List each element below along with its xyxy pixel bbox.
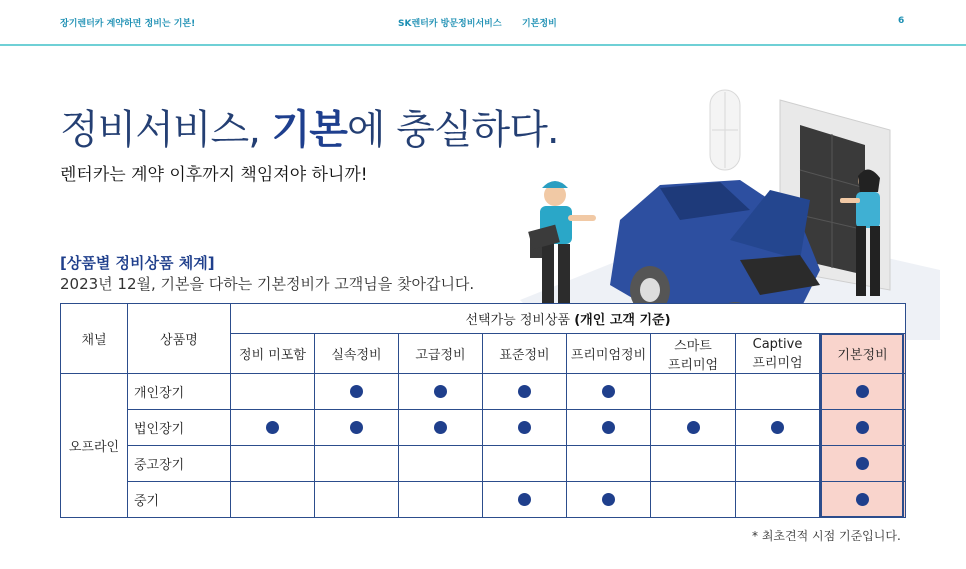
available-dot-icon [350, 385, 363, 398]
column-label: 정비 미포함 [239, 348, 306, 363]
column-header-2 [399, 334, 483, 374]
product-header: 상품명 [128, 304, 231, 374]
available-dot-icon [434, 385, 447, 398]
table-row [61, 374, 906, 410]
available-dot-icon [518, 385, 531, 398]
product-name-cell: 중기 [128, 482, 231, 518]
table-header-row [61, 304, 906, 334]
available-dot-icon [518, 493, 531, 506]
table-row [61, 482, 906, 518]
availability-cell [651, 446, 736, 482]
availability-cell [736, 482, 820, 518]
availability-cell [315, 482, 399, 518]
availability-cell [567, 410, 651, 446]
availability-cell [399, 482, 483, 518]
column-header-0 [231, 334, 315, 374]
availability-cell [736, 446, 820, 482]
page-title [60, 98, 559, 155]
availability-cell [483, 410, 567, 446]
availability-cell [399, 374, 483, 410]
available-dot-icon [687, 421, 700, 434]
top-bar [0, 0, 966, 46]
availability-cell [820, 446, 906, 482]
available-dot-icon [856, 421, 869, 434]
column-label: 스마트 [674, 338, 712, 354]
availability-cell [651, 410, 736, 446]
header-service-name: SK렌터카 방문정비서비스 [398, 19, 502, 29]
available-dot-icon [266, 421, 279, 434]
page-subtitle: 렌터카는 계약 이후까지 책임져야 하니까! [60, 165, 368, 185]
column-header-4 [567, 334, 651, 374]
available-dot-icon [856, 493, 869, 506]
product-name-cell: 법인장기 [128, 410, 231, 446]
table-row [61, 446, 906, 482]
availability-cell [736, 410, 820, 446]
availability-cell [483, 446, 567, 482]
available-dot-icon [602, 385, 615, 398]
header-section-name: 기본정비 [522, 19, 557, 29]
title-post: 에 충실하다. [346, 107, 559, 153]
column-header-5 [651, 334, 736, 374]
column-header-6 [736, 334, 820, 374]
page-number: 6 [898, 16, 905, 26]
section-subtitle: 2023년 12월, 기본을 다하는 기본정비가 고객님을 찾아갑니다. [60, 275, 475, 293]
available-dot-icon [602, 421, 615, 434]
product-name-cell: 중고장기 [128, 446, 231, 482]
availability-cell [820, 374, 906, 410]
available-dot-icon [856, 385, 869, 398]
column-header-7 [820, 334, 906, 374]
column-label-line2: 프리미엄 [752, 355, 803, 371]
availability-cell [399, 446, 483, 482]
column-label: 표준정비 [499, 348, 550, 363]
availability-cell [651, 482, 736, 518]
availability-cell [315, 410, 399, 446]
availability-cell [567, 482, 651, 518]
table-row [61, 410, 906, 446]
availability-cell [651, 374, 736, 410]
column-label: 고급정비 [415, 348, 466, 363]
maintenance-product-table [60, 303, 906, 518]
available-dot-icon [771, 421, 784, 434]
group-header-text: 선택가능 정비상품 [465, 313, 575, 328]
available-dot-icon [434, 421, 447, 434]
column-label: Captive [752, 336, 803, 352]
availability-cell [231, 482, 315, 518]
availability-cell [483, 374, 567, 410]
column-label: 기본정비 [837, 348, 888, 363]
availability-cell [231, 410, 315, 446]
product-name-cell: 개인장기 [128, 374, 231, 410]
availability-cell [567, 374, 651, 410]
availability-cell [820, 410, 906, 446]
availability-cell [315, 446, 399, 482]
available-dot-icon [602, 493, 615, 506]
channel-cell: 오프라인 [61, 374, 128, 518]
section-title: [상품별 정비상품 체계] [60, 254, 215, 272]
column-label-line2: 프리미엄 [667, 357, 719, 373]
channel-header: 채널 [61, 304, 128, 374]
availability-cell [231, 446, 315, 482]
column-header-3 [483, 334, 567, 374]
availability-cell [736, 374, 820, 410]
title-pre: 정비서비스, [60, 107, 272, 153]
group-header-bold: (개인 고객 기준) [574, 313, 671, 328]
header-tagline: 장기렌터카 계약하면 정비는 기본! [60, 19, 196, 29]
column-header-1 [315, 334, 399, 374]
mechanic-car-illustration [500, 70, 940, 340]
footnote: * 최초견적 시점 기준입니다. [752, 529, 901, 543]
column-label: 프리미엄정비 [570, 348, 647, 363]
availability-cell [399, 410, 483, 446]
available-dot-icon [856, 457, 869, 470]
title-bold: 기본 [271, 107, 347, 153]
availability-cell [820, 482, 906, 518]
available-dot-icon [518, 421, 531, 434]
availability-cell [567, 446, 651, 482]
availability-cell [483, 482, 567, 518]
available-dot-icon [350, 421, 363, 434]
availability-cell [315, 374, 399, 410]
column-label: 실속정비 [331, 348, 382, 363]
group-header [231, 304, 906, 334]
table-body [61, 374, 906, 518]
availability-cell [231, 374, 315, 410]
